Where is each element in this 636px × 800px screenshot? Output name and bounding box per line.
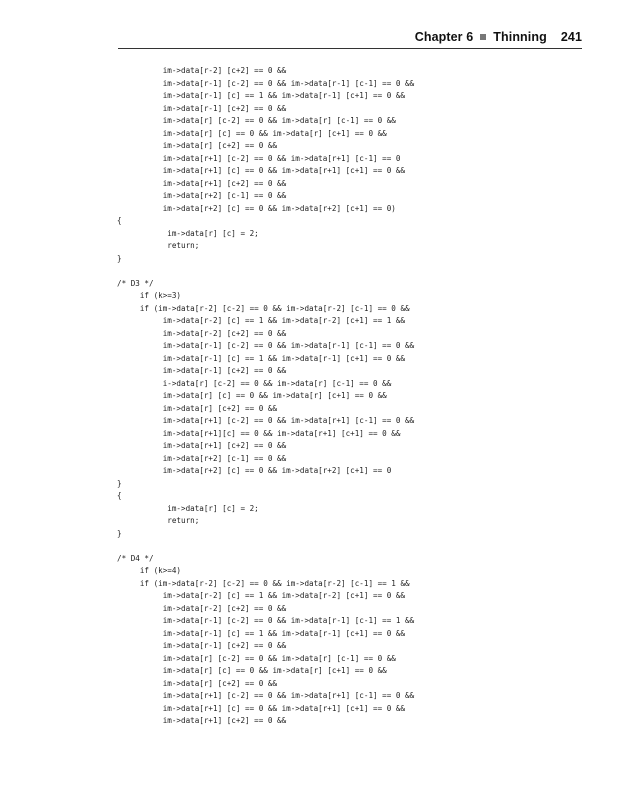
code-line: } bbox=[117, 253, 122, 263]
code-line: /* D3 */ bbox=[117, 278, 154, 288]
code-line: im->data[r-2] [c] == 1 && im->data[r-2] [c+1] == 1 && bbox=[117, 316, 406, 325]
code-line: im->data[r] [c+2] == 0 && bbox=[117, 141, 278, 150]
code-line: im->data[r+1] [c+2] == 0 && bbox=[117, 716, 287, 725]
code-line: im->data[r-1] [c-2] == 0 && im->data[r-1] [c-1] == 1 && bbox=[117, 616, 415, 625]
code-line: { bbox=[117, 491, 122, 500]
code-line: /* D4 */ bbox=[117, 553, 154, 563]
code-line: im->data[r+1][c] == 0 && im->data[r+1] [c+1] == 0 && bbox=[117, 428, 401, 438]
chapter-title: Thinning bbox=[493, 30, 547, 44]
code-line: im->data[r+1] [c-2] == 0 && im->data[r+1] [c-1] == 0 && bbox=[117, 416, 415, 425]
code-line: im->data[r] [c+2] == 0 && bbox=[117, 678, 278, 688]
code-line: if (k>=4) bbox=[117, 566, 182, 575]
code-line: im->data[r+1] [c+2] == 0 && bbox=[117, 178, 287, 188]
code-line: im->data[r+2] [c-1] == 0 && bbox=[117, 453, 287, 463]
code-line: im->data[r-1] [c] == 1 && im->data[r-1] [c+1] == 0 && bbox=[117, 91, 406, 100]
code-line: im->data[r] [c] == 0 && im->data[r] [c+1] == 0 && bbox=[117, 128, 387, 138]
code-line: return; bbox=[117, 241, 200, 250]
code-line: if (k>=3) bbox=[117, 291, 182, 300]
code-line: im->data[r+2] [c-1] == 0 && bbox=[117, 191, 287, 200]
page-number: 241 bbox=[560, 30, 582, 44]
code-line: im->data[r] [c-2] == 0 && im->data[r] [c-1] == 0 && bbox=[117, 116, 396, 125]
code-line: im->data[r+2] [c] == 0 && im->data[r+2] [c+1] == 0 bbox=[117, 466, 392, 475]
code-line: im->data[r] [c-2] == 0 && im->data[r] [c-1] == 0 && bbox=[117, 653, 396, 663]
code-line: im->data[r+1] [c] == 0 && im->data[r+1] [c+1] == 0 && bbox=[117, 166, 406, 175]
code-line: im->data[r-1] [c+2] == 0 && bbox=[117, 641, 287, 650]
code-line: im->data[r] [c+2] == 0 && bbox=[117, 403, 278, 413]
code-line: i->data[r] [c-2] == 0 && im->data[r] [c-1] == 0 && bbox=[117, 378, 392, 388]
chapter-label: Chapter 6 bbox=[414, 30, 474, 44]
code-line: im->data[r-1] [c-2] == 0 && im->data[r-1] [c-1] == 0 && bbox=[117, 78, 415, 88]
code-line: return; bbox=[117, 516, 200, 525]
code-line: if (im->data[r-2] [c-2] == 0 && im->data[r-2] [c-1] == 0 && bbox=[117, 303, 410, 313]
code-line: im->data[r-1] [c-2] == 0 && im->data[r-1] [c-1] == 0 && bbox=[117, 341, 415, 350]
code-line: im->data[r+2] [c] == 0 && im->data[r+2] [c+1] == 0) bbox=[117, 203, 396, 213]
code-line: im->data[r+1] [c-2] == 0 && im->data[r+1] [c-1] == 0 && bbox=[117, 691, 415, 700]
code-line: { bbox=[117, 216, 122, 225]
square-bullet-icon bbox=[480, 34, 486, 40]
code-line: im->data[r-2] [c] == 1 && im->data[r-2] [c+1] == 0 && bbox=[117, 591, 406, 600]
code-line: if (im->data[r-2] [c-2] == 0 && im->data[r-2] [c-1] == 1 && bbox=[117, 578, 410, 588]
code-line: im->data[r+1] [c+2] == 0 && bbox=[117, 441, 287, 450]
code-line: im->data[r] [c] == 0 && im->data[r] [c+1] == 0 && bbox=[117, 391, 387, 400]
code-line bbox=[117, 265, 414, 278]
running-head bbox=[415, 30, 582, 44]
code-line: im->data[r] [c] == 0 && im->data[r] [c+1] == 0 && bbox=[117, 666, 387, 675]
code-line: im->data[r-2] [c+2] == 0 && bbox=[117, 66, 287, 75]
code-line bbox=[117, 540, 414, 553]
code-line: im->data[r-2] [c+2] == 0 && bbox=[117, 603, 287, 613]
code-line: im->data[r-1] [c+2] == 0 && bbox=[117, 103, 287, 113]
code-line: im->data[r+1] [c-2] == 0 && im->data[r+1] [c-1] == 0 bbox=[117, 153, 401, 163]
header-rule bbox=[118, 48, 582, 49]
page-header bbox=[0, 0, 636, 60]
code-line: im->data[r] [c] = 2; bbox=[117, 503, 259, 513]
code-line: } bbox=[117, 528, 122, 538]
code-line: } bbox=[117, 478, 122, 488]
code-line: im->data[r] [c] = 2; bbox=[117, 228, 259, 238]
code-line: im->data[r-2] [c+2] == 0 && bbox=[117, 328, 287, 338]
code-line: im->data[r-1] [c] == 1 && im->data[r-1] [c+1] == 0 && bbox=[117, 353, 406, 363]
code-line: im->data[r-1] [c+2] == 0 && bbox=[117, 366, 287, 375]
code-line: im->data[r-1] [c] == 1 && im->data[r-1] [c+1] == 0 && bbox=[117, 628, 406, 638]
code-listing bbox=[117, 65, 414, 728]
code-line: im->data[r+1] [c] == 0 && im->data[r+1] [c+1] == 0 && bbox=[117, 703, 406, 713]
